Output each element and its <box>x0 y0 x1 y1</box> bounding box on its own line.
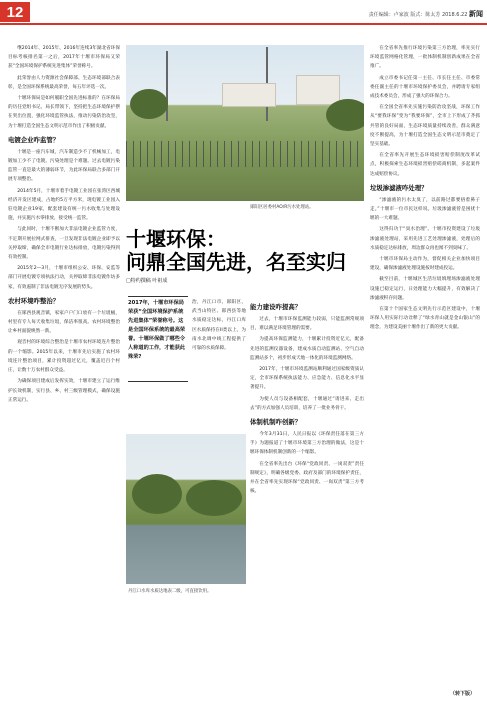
paragraph: 2017年，十堰市环境监测站顺利通过国家级资质认定，全市环保系统执法能力、应急能力、信息化水平显著提升。 <box>250 367 364 391</box>
tree <box>326 99 364 131</box>
utility-pole <box>166 51 168 121</box>
paragraph: 为提高环保监测能力，十堰累计投资近亿元，配备先进的监测仪器设备，建成水质自动监测站、空气自动监测站多个，初步形成天地一体化的环境监测网络。 <box>250 337 364 361</box>
subheading: 农村环境咋整治？ <box>8 296 60 305</box>
page-number: 12 <box>0 2 30 22</box>
subheading: 垃圾渗滤液咋处理？ <box>370 183 428 192</box>
paragraph: 此荣誉由人力资源社会保障部、生态环境部联合表彰，是全国环保系统最高荣誉，每五年评选一次。 <box>8 75 120 90</box>
tree <box>132 474 182 514</box>
paragraph: 2014年5月，十堰市着手电镀工业园在张湾区西城经济开发区建成，占地约5万平方米，现电镀工业园入驻电镀企业19家，配套建设有统一污水收集与处理设施，并实施污水零排放，接受统一监管。 <box>8 188 120 222</box>
article-column-2 <box>192 298 246 384</box>
paragraph: 在郧西县观音镇，家家户户门口放有一个垃圾桶，村里有专人每天收集垃圾，保洁率很高。农村环境整治让乡村面貌焕然一新。 <box>8 310 120 335</box>
fence <box>126 141 364 167</box>
paragraph: 继2014年、2015年、2016年连续3年湖北省环保目标考核排名第一之后，2017年十堰市环保局又荣获“全国环境保护系统先进集体”荣誉称号。 <box>8 46 120 70</box>
paragraph: 2015年2—3月，十堰市组织公安、环保、安监等部门开展电镀专项执法行动，关停取缔非法电镀作坊多家，有效遏制了非法电镀无序发展的势头。 <box>8 266 120 290</box>
treatment-station-photo <box>126 45 364 201</box>
station-building <box>222 83 276 107</box>
paragraph: 在全省率先出台《环保“党政同责、一岗双责”责任制规定》，明确各级党委、政府及部门的环境保护责任，并在全省率先实现环保“党政同责、一岗双责”第三方考核。 <box>250 461 364 495</box>
paragraph: 在第十个国家生态文明先行示范区建设中，十堰环保人用实际行动诠释了“绿水青山就是金山银山”的理念，为建设美丽十堰作出了新的更大贡献。 <box>370 307 480 331</box>
page-header <box>0 0 487 24</box>
reservoir-photo <box>126 434 246 584</box>
paragraph: 截至目前，十堰城区生活垃圾填埋场渗滤液处理设施已稳定运行，日处理能力大幅提升，有效解决了渗滤液积存问题。 <box>370 277 480 301</box>
paragraph: 与此同时，十堰不断加大非法电镀企业监管力度，不定期开展拉网式排查，一旦发现非法电镀企业即予以关停取缔，确保全市电镀行业达标排放，电镀污染得到有效控制。 <box>8 227 120 261</box>
paragraph: 治，丹江口市、郧阳区、武当山特区、郧西县等地水质稳定达标，丹江口库区水质保持在II类以上，为南水北调中线工程提供了可靠的水质保障。 <box>192 300 246 352</box>
article-column-3 <box>370 44 480 684</box>
paragraph: 为使人员与设备相配套，十堰通过“请进来、走出去”的方式加强人员培训，培养了一批业务骨干。 <box>250 396 364 411</box>
headline-line-1: 十堰环保： <box>126 227 226 251</box>
paragraph: “渗滤液的污水太臭了，以前路过都要捂着鼻子走。”十堰市一位市民这样说。垃圾渗滤液曾是困扰十堰的一大难题。 <box>370 197 480 222</box>
paragraph: 过去，十堰市环保监测能力较弱，只能监测常规项目，难以满足环境管理的需要。 <box>250 317 364 332</box>
tree <box>186 480 242 516</box>
paragraph: 十堰是一座汽车城，汽车制造少不了机械加工，电镀加工少不了电镀。污染处理是个难题。过去电镀污染监管一直是最大的薄弱环节，为此环保局联合多部门开展专项整治。 <box>8 149 120 183</box>
paragraph: 在全省率先推行环境污染第三方治理，率先实行环境监管网格化管理，一批体制机制创新成果在全省推广。 <box>370 46 480 70</box>
paragraph: 观音村的环境综合整治是十堰市农村环境连片整治的一个缩影。2015年以来，十堰市先后实施了农村环境连片整治项目，累计投资超过亿元，覆盖近百个村庄，让数十万农村群众受益。 <box>8 340 120 374</box>
subheading: 电镀企业咋监管？ <box>8 135 60 144</box>
editor-credits: 责任编辑：卢家波 版式：陈太芳 2018.6.22 <box>368 12 468 18</box>
article-column-2b <box>250 298 364 684</box>
headline-line-2: 问鼎全国先进，名至实归 <box>126 250 346 274</box>
header-rule <box>0 23 487 25</box>
paragraph: 十堰市环保局主动作为，督促相关企业加快项目建设，确保渗滤液处理设施按时建成投运。 <box>370 257 480 272</box>
paragraph: 今年3月31日，人民日报以《环保责任落在第三方手》为题报道了十堰市环境第三方治理的做法，这是十堰环保体制机制创新的一个缩影。 <box>250 432 364 456</box>
page-credits <box>369 9 483 19</box>
paragraph: 这得归功于“臭水治理”。十堰市投资建设了垃圾渗滤液处理站，采用先进工艺处理渗滤液，处理后的水质稳定达标排放，周边群众再也闻不到臭味了。 <box>370 227 480 251</box>
continued-marker: （转下版） <box>449 691 475 697</box>
photo-caption: 郧阳区居委村AO/R污水处理站。 <box>250 205 314 210</box>
byline: □特约撰稿 叶祖成 <box>126 278 168 284</box>
paragraph: 为确保项目建成后发挥实效，十堰市建立了运行维护长效机制，实行县、乡、村三级管理模式，确保设施正常运行。 <box>8 379 120 403</box>
paragraph: 在全国全省率先实施污染防治攻坚战，环保工作从“要我环保”变为“我要环保”，全市上下形成了齐抓共管的良好局面，生态环境质量持续改善，群众满意度不断提高，为十堰打造全国生态文明示范市奠定了坚实基础。 <box>370 105 480 148</box>
photo-caption: 丹江口水库水质达地表二级，可直接饮用。 <box>128 589 212 594</box>
subheading: 能力建设咋提高？ <box>250 303 302 311</box>
station-building <box>296 75 340 105</box>
tree <box>130 89 168 119</box>
paragraph: 在全省率先开展生态环境损害赔偿制度改革试点，积极探索生态环境损害赔偿磋商机制，多起案件达成赔偿协议。 <box>370 153 480 177</box>
article-column-1 <box>8 44 120 684</box>
section-name: 新闻 <box>469 10 483 18</box>
article-headline <box>126 228 366 284</box>
subheading: 体制机制咋创新？ <box>250 418 302 427</box>
pull-quote: 2017年，十堰市环保局荣获“全国环境保护系统先进集体”荣誉称号。这是全国环保系统的最高荣誉。十堰环保做了哪些令人称道的工作，才能获此殊荣? <box>128 296 188 382</box>
paragraph: 十堰环保局是如何履职全国先进标准的？在环保局的历任党组书记、局长带领下，坚持把生态环境保护摆在突出位置，强化环境监管执法，推动污染防治攻坚，为十堰打造全国生态文明示范市作出了积极贡献。 <box>8 96 120 129</box>
paragraph: 成立市委书记任第一主任、市长任主任、市委常委任副主任的十堰市环境保护委员会，并聘请专家组成技术委员会，形成了强大的环保合力。 <box>370 75 480 100</box>
